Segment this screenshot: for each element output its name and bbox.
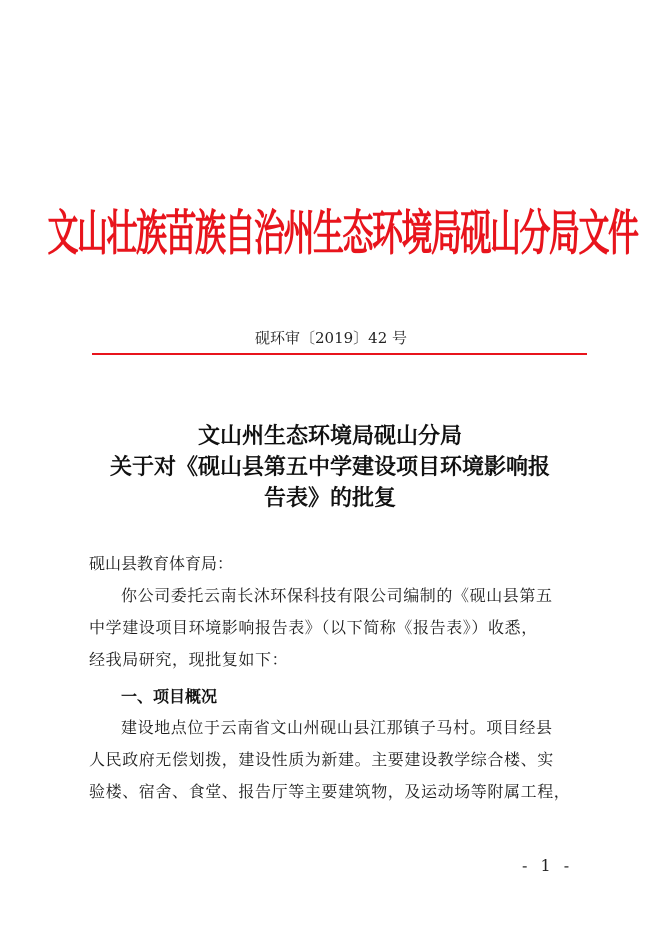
masthead <box>47 188 638 268</box>
document-title <box>80 421 580 514</box>
title-line-3: 告表》的批复 <box>263 485 396 511</box>
paragraph-line: 人民政府无偿划拨，建设性质为新建。主要建设教学综合楼、实 <box>89 750 554 769</box>
issuer-title: 文山壮族苗族自治州生态环境局砚山分局文件 <box>47 205 638 262</box>
paragraph-line: 你公司委托云南长沐环保科技有限公司编制的《砚山县第五 <box>121 586 553 605</box>
paragraph-line: 经我局研究，现批复如下： <box>89 650 289 669</box>
addressee: 砚山县教育体育局： <box>89 554 234 573</box>
document-number: 砚环审〔2019〕42 号 <box>254 329 408 347</box>
title-line-2: 关于对《砚山县第五中学建设项目环境影响报 <box>109 454 550 480</box>
paragraph-line: 建设地点位于云南省文山州砚山县江那镇子马村。项目经县 <box>121 718 553 737</box>
red-divider-line <box>92 353 587 355</box>
section-heading-project-overview: 一、项目概况 <box>121 687 218 706</box>
paragraph-line: 验楼、宿舍、食堂、报告厅等主要建筑物，及运动场等附属工程， <box>89 782 571 801</box>
title-line-1: 文山州生态环境局砚山分局 <box>197 423 462 449</box>
page-number: - 1 - <box>522 856 574 875</box>
paragraph-intro <box>89 580 589 676</box>
paragraph-project-overview <box>89 712 589 808</box>
paragraph-line: 中学建设项目环境影响报告表》（以下简称《报告表》）收悉， <box>89 618 538 637</box>
